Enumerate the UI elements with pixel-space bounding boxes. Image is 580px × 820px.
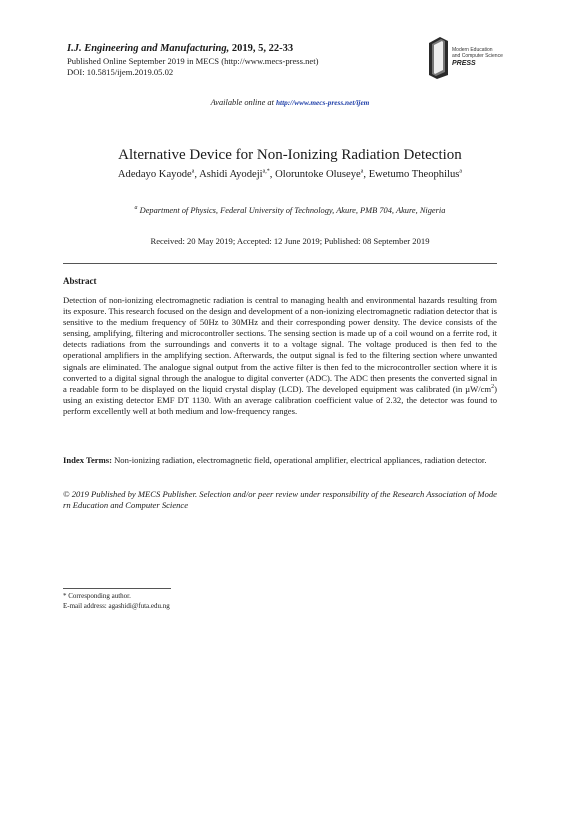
logo-line-1: Modern Education — [452, 47, 493, 53]
author-affil-mark: a,* — [262, 168, 270, 175]
author-affil-mark: a — [459, 168, 463, 175]
author-affil-mark: a — [360, 168, 364, 175]
book-icon — [426, 35, 452, 79]
index-terms-text: Non-ionizing radiation, electromagnetic field, operational amplifier, electrical appliances, radiation detector. — [111, 455, 487, 465]
index-terms — [63, 455, 497, 466]
author-name: Ewetumo Theophilus — [368, 169, 460, 180]
author-name: Adedayo Kayode — [117, 169, 192, 180]
logo-line-2: and Computer Science — [452, 52, 503, 59]
email-address: E-mail address: agashidi@futa.edu.ng — [63, 602, 170, 610]
journal-citation — [67, 43, 293, 54]
available-prefix: Available online at — [210, 98, 276, 107]
author-name: Oloruntoke Oluseye — [275, 169, 361, 180]
abstract-text-2: ) using an existing detector EMF DT 1130. With an average calibration coefficient value of 2.32, the detector was found to perform excellently well at both medium and low-frequency ranges. — [63, 383, 497, 416]
abstract-text-1: Detection of non-ionizing electromagnetic radiation is central to managing health and environmental hazards resulting from its exposure. This research focused on the design and development of a non-ionizing electromagnetic radiation detector that is sensitive to the medium frequency of 50Hz to 30MHz and their corresponding power density. The device consists of the sensing, amplifying, filtering and microcontroller sections. The sensing section is made up of a coil wound on a ferrite rod, it detects radiations from the surroundings and converts it to a voltage signal. The voltage produced is then fed to the operational amplifiers in the amplifying section. Afterwards, the output signal is fed to the filtering section where unwanted signals are eliminated. The analogue signal output from the active filter is then fed to the microcontroller section where it is converted to a digital signal through the analogue to digital converter (ADC). The ADC then presents the converted signal in a readable form to be displayed on the liquid crystal display (LCD). The developed equipment was calibrated (in µW/cm — [63, 295, 497, 394]
author-list: Adedayo Kayode$^a$, Ashidi Ayodeji$^{a,*}$, Oloruntoke Oluseye$^a$, Ewetumo Theophilus$^a$ — [117, 168, 463, 180]
publisher-note: © 2019 Published by MECS Publisher. Selection and/or peer review under responsibility of the Research Association of Mode rn Education and Computer Science — [63, 489, 497, 511]
paper-title: Alternative Device for Non-Ionizing Radiation Detection — [118, 147, 462, 163]
abstract-body — [63, 295, 497, 417]
author-affil-mark: a — [191, 168, 195, 175]
logo-brand: PRESS — [452, 60, 476, 67]
journal-url-link[interactable]: http://www.mecs-press.net/ijem — [275, 98, 370, 107]
abstract-heading: Abstract — [63, 276, 97, 286]
affiliation-mark: a — [134, 205, 138, 212]
unit-superscript: 2 — [491, 383, 495, 390]
received-dates: Received: 20 May 2019; Accepted: 12 June 2019; Published: 08 September 2019 — [150, 236, 430, 246]
available-online — [0, 98, 580, 107]
journal-name: I.J. Engineering and Manufacturing, — [67, 43, 230, 54]
affiliation-text: Department of Physics, Federal University of Technology, Akure, PMB 704, Akure, Nigeria — [137, 206, 446, 215]
published-online-line: Published Online September 2019 in MECS (http://www.mecs-press.net) — [67, 56, 319, 66]
footnote-divider — [63, 588, 171, 589]
author-name: Ashidi Ayodeji — [199, 169, 263, 180]
mecs-press-logo — [426, 35, 506, 80]
corresponding-author-note: * Corresponding author. — [63, 592, 131, 600]
doi-line: DOI: 10.5815/ijem.2019.05.02 — [67, 67, 174, 77]
affiliation — [0, 206, 580, 215]
index-terms-label: Index Terms: — [63, 455, 112, 465]
section-divider — [63, 263, 497, 264]
journal-issue: 2019, 5, 22-33 — [229, 43, 294, 54]
